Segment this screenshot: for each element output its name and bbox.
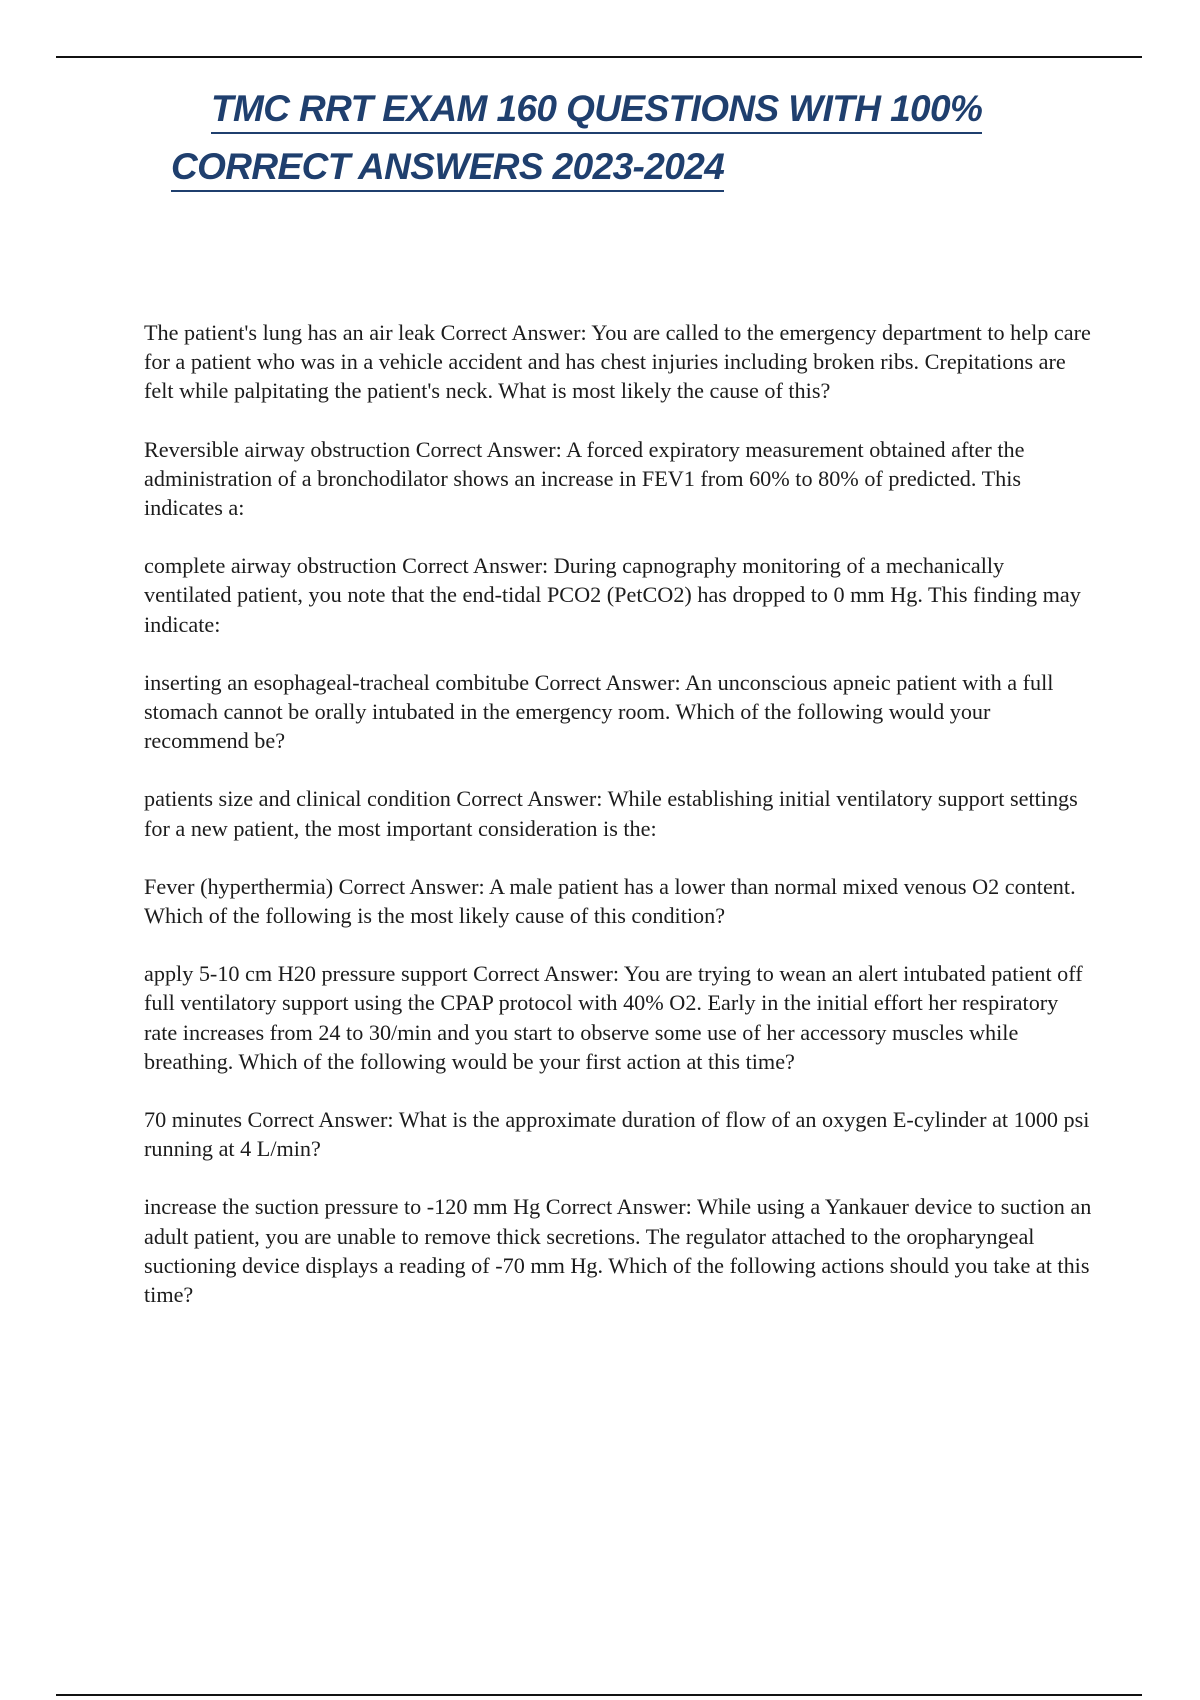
question-text: What is the approximate duration of flow of an oxygen E-cylinder at 1000 psi running at 4 L/min? <box>144 1107 1090 1162</box>
title-line-1 <box>211 80 1200 138</box>
correct-answer-label: Correct Answer: <box>467 961 624 987</box>
question-text: A male patient has a lower than normal mixed venous O2 content. Which of the following is the most likely cause of this condition? <box>144 873 1076 929</box>
title-line-2-text: CORRECT ANSWERS 2023-2024 <box>171 144 724 192</box>
qa-item <box>144 1105 1094 1163</box>
qa-item <box>144 784 1094 842</box>
qa-item <box>144 872 1094 930</box>
qa-item <box>144 435 1094 523</box>
question-answer-list <box>144 318 1094 1338</box>
question-text: An unconscious apneic patient with a full stomach cannot be orally intubated in the emergency room. Which of the following would your recommend be? <box>144 669 1054 754</box>
qa-item <box>144 318 1094 406</box>
answer-text: increase the suction pressure to -120 mm Hg <box>144 1194 541 1220</box>
answer-text: apply 5-10 cm H20 pressure support <box>144 961 468 987</box>
correct-answer-label: Correct Answer: <box>410 436 567 462</box>
answer-text: The patient's lung has an air leak <box>144 320 436 345</box>
question-text: You are called to the emergency department to help care for a patient who was in a vehicle accident and has chest injuries including broken ribs. Crepitations are felt while palpitating the patient's neck. What is most likely the cause of this? <box>144 320 1091 404</box>
question-text: A forced expiratory measurement obtained after the administration of a bronchodilator shows an increase in FEV1 from 60% to 80% of predicted. This indicates a: <box>144 436 1025 521</box>
question-text: During capnography monitoring of a mechanically ventilated patient, you note that the end-tidal PCO2 (PetCO2) has dropped to 0 mm Hg. This finding may indicate: <box>144 553 1081 637</box>
correct-answer-label: Correct Answer: <box>396 553 554 579</box>
question-text: While using a Yankauer device to suction an adult patient, you are unable to remove thick secretions. The regulator attached to the oropharyngeal suctioning device displays a reading of -70 mm Hg. Which of the following actions should you take at this time? <box>144 1194 1092 1308</box>
qa-item <box>144 959 1094 1076</box>
answer-text: Reversible airway obstruction <box>144 436 411 462</box>
qa-item <box>144 551 1094 639</box>
title-line-1-text: TMC RRT EXAM 160 QUESTIONS WITH 100% <box>211 86 982 134</box>
question-text: While establishing initial ventilatory support settings for a new patient, the most important consideration is the: <box>144 786 1078 841</box>
correct-answer-label: Correct Answer: <box>540 1194 697 1220</box>
answer-text: 70 minutes <box>144 1107 242 1133</box>
title-line-2 <box>171 138 1200 196</box>
correct-answer-label: Correct Answer: <box>242 1107 399 1133</box>
top-rule <box>56 56 1142 58</box>
answer-text: Fever (hyperthermia) <box>144 873 334 899</box>
question-text: You are trying to wean an alert intubated patient off full ventilatory support using the CPAP protocol with 40% O2. Early in the initial effort her respiratory rate increases from 24 to 30/min and you start to observe some use of her accessory muscles while breathing. Which of the following would be your first action at this time? <box>144 961 1083 1074</box>
correct-answer-label: Correct Answer: <box>333 873 490 899</box>
qa-item <box>144 1192 1094 1309</box>
answer-text: patients size and clinical condition <box>144 786 451 812</box>
qa-item <box>144 668 1094 756</box>
correct-answer-label: Correct Answer: <box>529 669 685 695</box>
answer-text: inserting an esophageal-tracheal combitube <box>144 669 530 695</box>
document-title <box>0 80 1200 196</box>
answer-text: complete airway obstruction <box>144 553 397 579</box>
correct-answer-label: Correct Answer: <box>435 320 592 345</box>
bottom-rule <box>56 1694 1142 1696</box>
correct-answer-label: Correct Answer: <box>450 786 608 812</box>
